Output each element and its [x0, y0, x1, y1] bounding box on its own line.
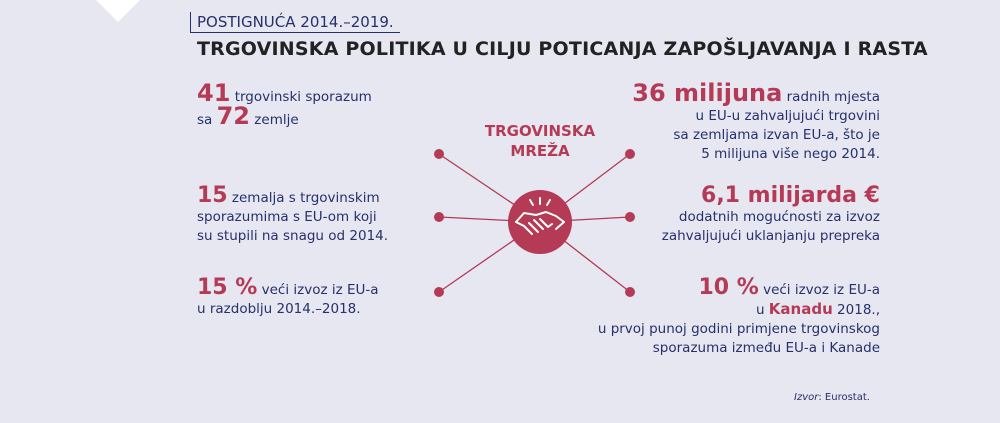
- stat-text: veći izvoz iz EU-a: [257, 282, 379, 298]
- stat-text: sa: [197, 112, 217, 128]
- network-node: [625, 287, 635, 297]
- highlight-canada: Kanadu: [768, 300, 833, 318]
- network-node: [625, 212, 635, 222]
- network-label: [470, 121, 610, 161]
- page-title: TRGOVINSKA POLITIKA U CILJU POTICANJA ZAPOŠLJAVANJA I RASTA: [197, 38, 928, 60]
- period-tag: POSTIGNUĆA 2014.–2019.: [190, 12, 400, 33]
- stat-text: sa zemljama izvan EU-a, što je: [673, 127, 880, 143]
- stat-text: veći izvoz iz EU-a: [758, 282, 880, 298]
- stat-value: 6,1 milijarda €: [701, 183, 880, 208]
- network-label-line: MREŽA: [510, 142, 570, 160]
- network-node: [434, 149, 444, 159]
- stat-text: zemalja s trgovinskim: [227, 190, 380, 206]
- source-text: : Eurostat.: [818, 392, 870, 403]
- stat-text: trgovinski sporazum: [230, 89, 372, 105]
- source-note: [794, 392, 870, 403]
- network-node: [625, 149, 635, 159]
- stat-value: 15 %: [197, 275, 258, 300]
- network-node: [434, 212, 444, 222]
- stat-text: 2018.,: [832, 302, 880, 318]
- stat-text: zahvaljujući uklanjanju prepreka: [661, 228, 880, 244]
- stat-text: u razdoblju 2014.–2018.: [197, 301, 361, 317]
- stat-text: su stupili na snagu od 2014.: [197, 228, 389, 244]
- stat-value: 10 %: [698, 275, 759, 300]
- network-node: [434, 287, 444, 297]
- stat-text: u prvoj punoj godini primjene trgovinskog: [597, 321, 880, 337]
- stat-value: 36 milijuna: [632, 79, 783, 107]
- source-label: Izvor: [794, 392, 819, 403]
- stat-value: 72: [216, 102, 251, 130]
- stat-text: 5 milijuna više nego 2014.: [701, 146, 880, 162]
- stat-text: u: [755, 302, 769, 318]
- stat-value: 41: [197, 79, 231, 107]
- stat-text: zemlje: [250, 112, 299, 128]
- stat-text: radnih mjesta: [782, 89, 880, 105]
- stat-text: sporazumima s EU-om koji: [197, 209, 377, 225]
- stat-text: sporazuma između EU-a i Kanade: [652, 340, 880, 356]
- stat-text: dodatnih mogućnosti za izvoz: [678, 209, 880, 225]
- stat-text: u EU-u zahvaljujući trgovini: [695, 108, 880, 124]
- network-label-line: TRGOVINSKA: [484, 122, 596, 140]
- stat-value: 15: [197, 183, 228, 208]
